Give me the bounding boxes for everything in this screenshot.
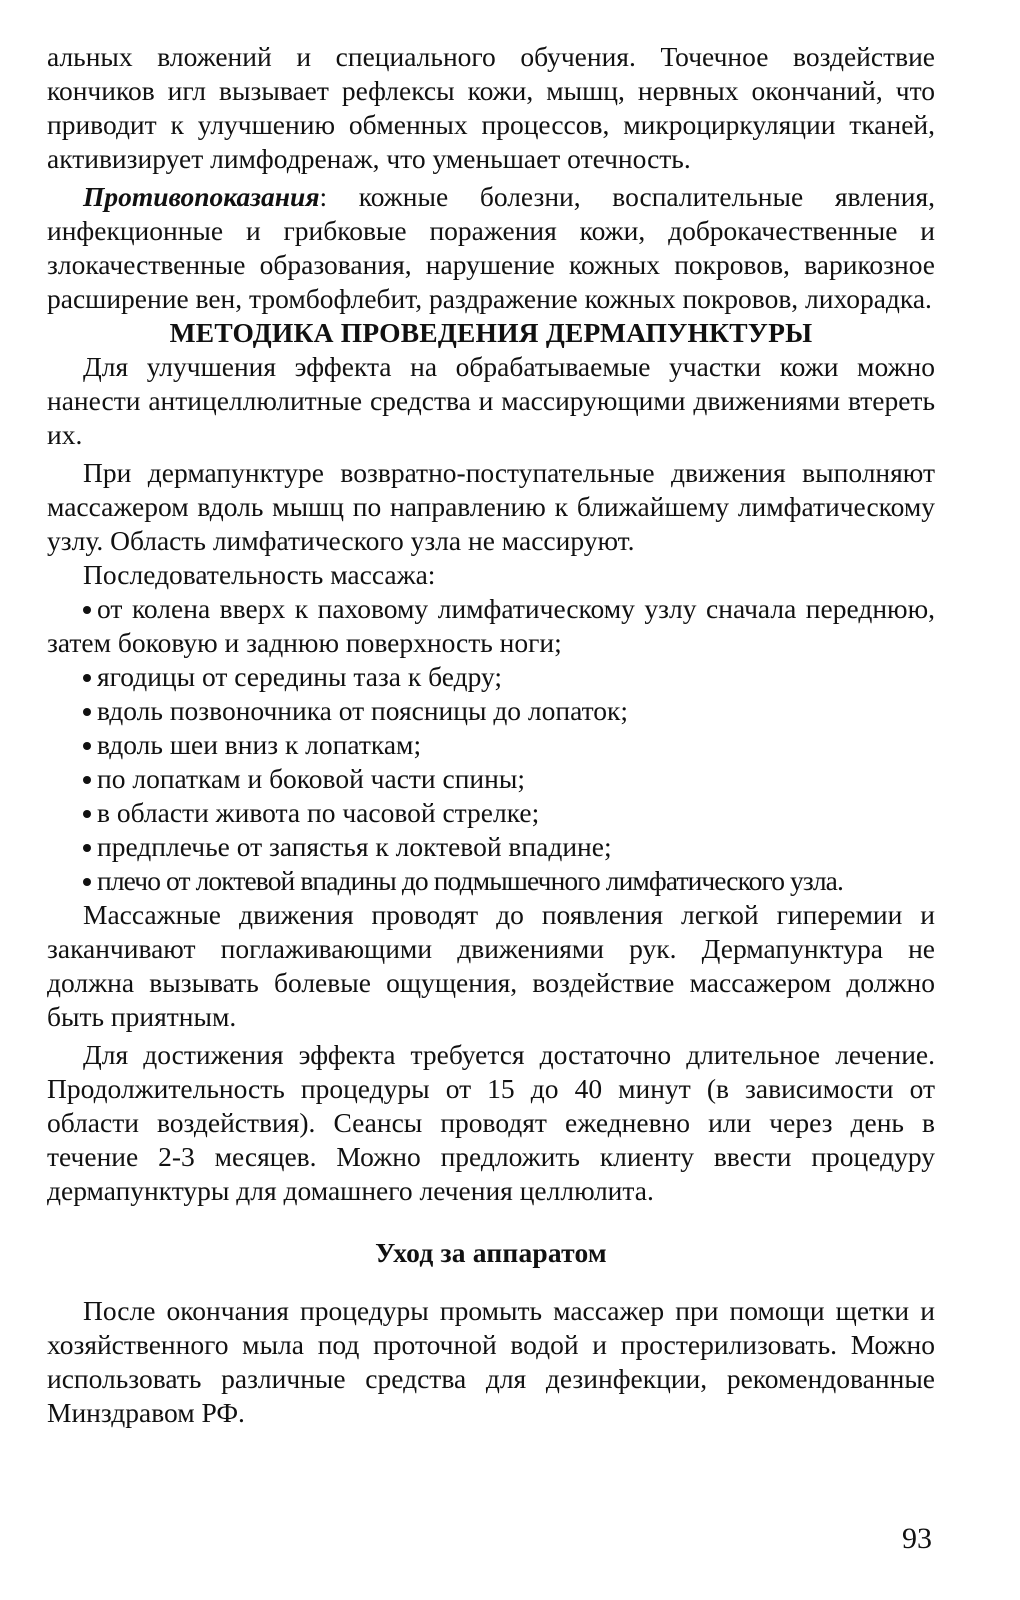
list-item-text: от колена вверх к паховому лимфатическому узлу сначала переднюю, затем боковую и заднюю поверхность ноги;: [47, 593, 935, 658]
bullet-icon: [83, 878, 91, 886]
contraindications-text: : кожные болезни, воспалительные явления, инфекционные и грибковые поражения кожи, доброкачественные и злокачественные образования, нарушение кожных покровов, варикозное расширение вен, тромбофлебит, раздражение кожных покровов, лихорадка.: [47, 181, 935, 314]
bullet-icon: [83, 810, 91, 818]
contraindications-paragraph: [47, 180, 935, 316]
contraindications-label: Противопоказания: [83, 181, 320, 212]
list-item: [47, 694, 935, 728]
care-paragraph: После окончания процедуры промыть массажер при помощи щетки и хозяйственного мыла под проточной водой и простерилизовать. Можно использовать различные средства для дезинфекции, рекомендованные Минздравом РФ.: [47, 1295, 935, 1428]
list-item: [47, 728, 935, 762]
list-item-text: ягодицы от середины таза к бедру;: [97, 661, 502, 692]
massage-sequence-list: [47, 592, 935, 898]
list-item-text: плечо от локтевой впадины до подмышечного лимфатического узла.: [97, 865, 843, 896]
list-item: [47, 830, 935, 864]
paragraph-5: Для достижения эффекта требуется достаточно длительное лечение. Продолжительность процедуры от 15 до 40 минут (в зависимости от области воздействия). Сеансы проводят ежедневно или через день в течение 2-3 месяцев. Можно предложить клиенту ввести процедуру дермапунктуры для домашнего лечения целлюлита.: [47, 1039, 935, 1206]
list-item: [47, 864, 935, 898]
section-heading: МЕТОДИКА ПРОВЕДЕНИЯ ДЕРМАПУНКТУРЫ: [169, 317, 813, 348]
bullet-icon: [83, 708, 91, 716]
bullet-icon: [83, 674, 91, 682]
bullet-icon: [83, 742, 91, 750]
paragraph-3: Последовательность массажа:: [83, 559, 436, 590]
list-item-text: по лопаткам и боковой части спины;: [97, 763, 525, 794]
bullet-icon: [83, 844, 91, 852]
list-item-text: вдоль позвоночника от поясницы до лопаток;: [97, 695, 629, 726]
list-item-text: предплечье от запястья к локтевой впадине;: [97, 831, 612, 862]
list-item-text: в области живота по часовой стрелке;: [97, 797, 540, 828]
list-item: [47, 762, 935, 796]
bullet-icon: [83, 776, 91, 784]
list-item-text: вдоль шеи вниз к лопаткам;: [97, 729, 422, 760]
paragraph-1: Для улучшения эффекта на обрабатываемые участки кожи можно нанести антицеллюлитные средства и массирующими движениями втереть их.: [47, 351, 935, 450]
page-number: 93: [902, 1522, 932, 1555]
list-item: [47, 592, 935, 660]
bullet-icon: [83, 606, 91, 614]
intro-paragraph: альных вложений и специального обучения. Точечное воздействие кончиков игл вызывает рефлексы кожи, мышц, нервных окончаний, что приводит к улучшению обменных процессов, микроциркуляции тканей, активизирует лимфодренаж, что уменьшает отечность.: [47, 41, 935, 174]
book-page: [47, 40, 935, 1430]
paragraph-2: При дермапунктуре возвратно-поступательные движения выполняют массажером вдоль мышц по направлению к ближайшему лимфатическому узлу. Область лимфатического узла не массируют.: [47, 457, 935, 556]
care-heading: Уход за аппаратом: [375, 1237, 607, 1268]
paragraph-4: Массажные движения проводят до появления легкой гиперемии и заканчивают поглаживающими движениями рук. Дермапунктура не должна вызывать болевые ощущения, воздействие массажером должно быть приятным.: [47, 899, 935, 1032]
list-item: [47, 660, 935, 694]
list-item: [47, 796, 935, 830]
